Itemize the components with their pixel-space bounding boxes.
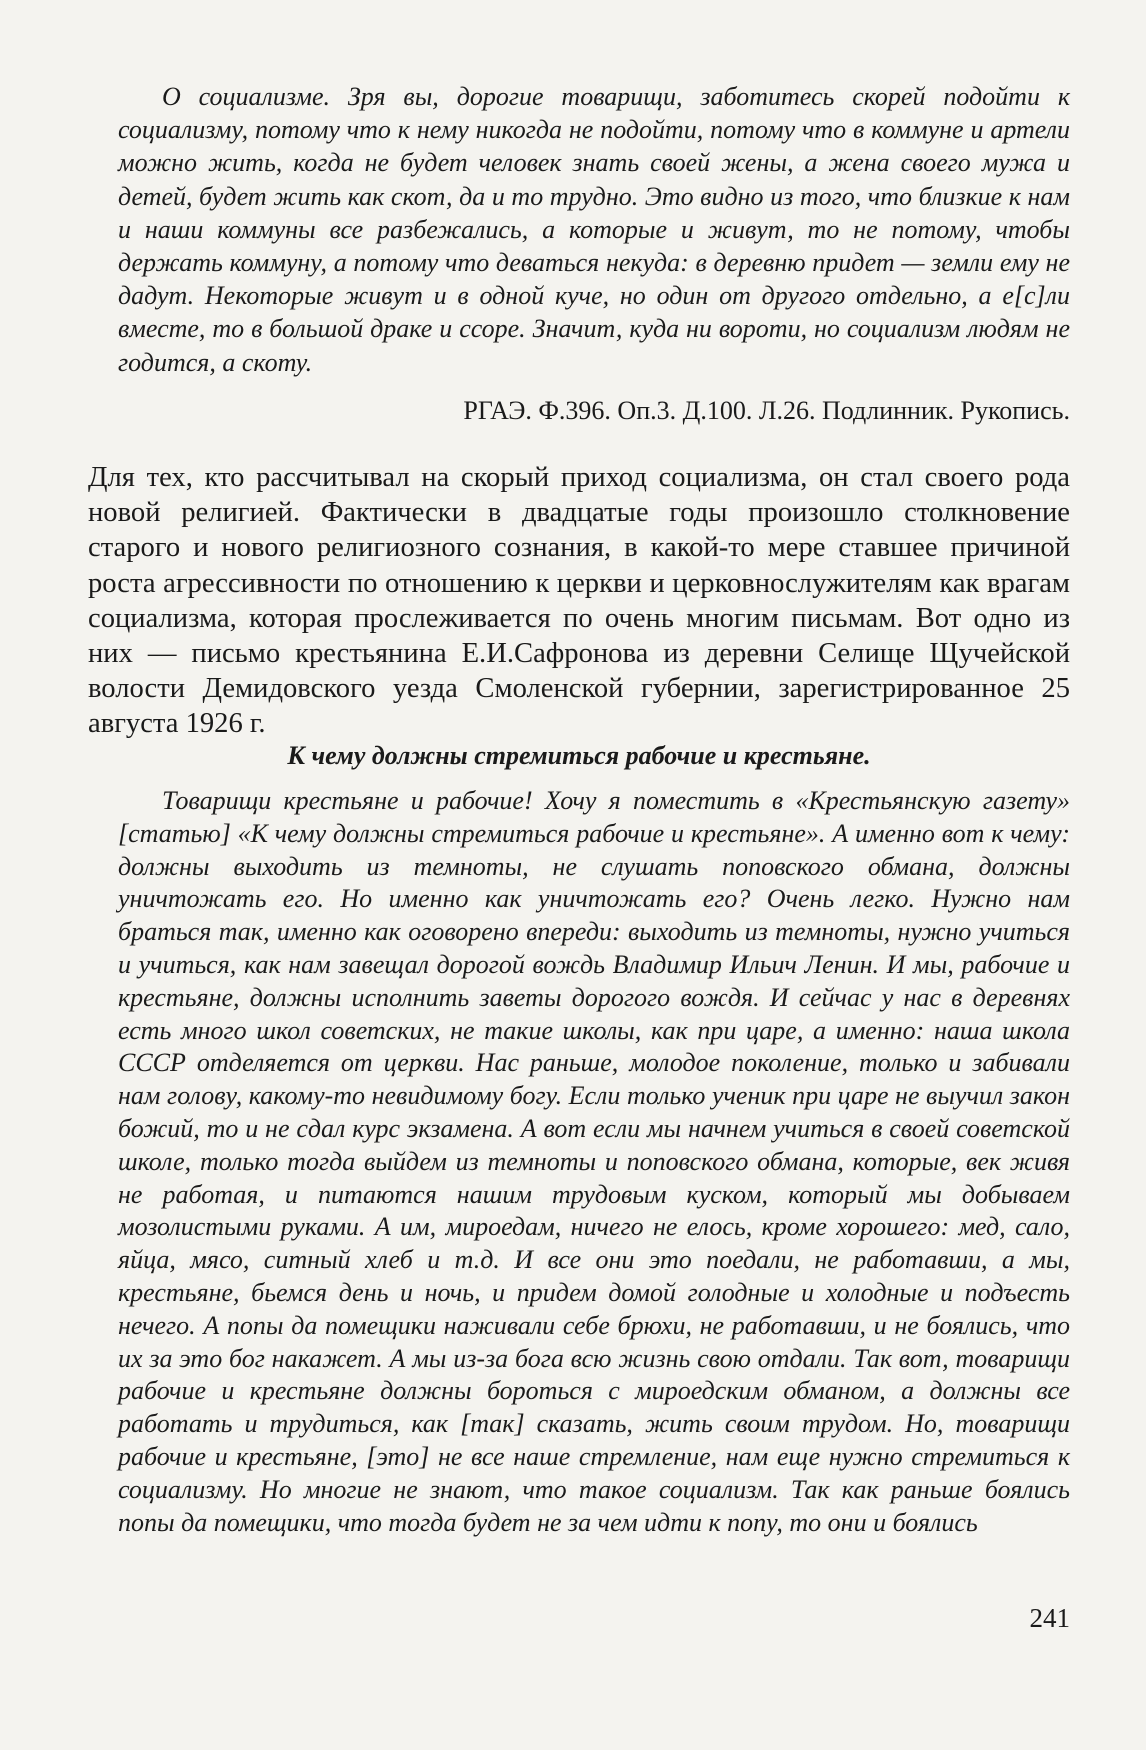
body-paragraph-text: Для тех, кто рассчитывал на скорый приход социализма, он стал своего рода новой религией. Фактически в двадцатые годы произошло столкновение старого и нового религиозного сознания, в какой-то мере ставшее причиной роста агрессивности по отношению к церкви и церковнослужителям как врагам социализма, которая прослеживается по очень многим письмам. Вот одно из них — письмо крестьянина Е.И.Сафронова из деревни Селище Щучейской волости Демидовского уезда Смоленской губернии, зарегистрированное 25 августа 1926 г. xyxy=(88,462,1070,740)
page-number: 241 xyxy=(1029,1603,1070,1633)
quote-intro xyxy=(118,80,1070,379)
source-reference: РГАЭ. Ф.396. Оп.3. Д.100. Л.26. Подлинник. Рукопись. xyxy=(463,396,1070,425)
letter-text xyxy=(118,785,1070,1539)
quote-intro-text: О социализме. Зря вы, дорогие товарищи, заботитесь скорей подойти к социализму, потому что к нему никогда не подойти, потому что в коммуне и артели можно жить, когда не будет человек знать своей жены, а жена своего мужа и детей, будет жить как скот, да и то трудно. Это видно из того, что близкие к нам и наши коммуны все разбежались, а которые и живут, то не потому, чтобы держать коммуну, а потому что деваться некуда: в деревню придет — земли ему не дадут. Некоторые живут и в одной куче, но один от другого отдельно, а е[с]ли вместе, то в большой драке и ссоре. Значит, куда ни вороти, но социализм людям не годится, а скоту. xyxy=(118,82,1070,377)
letter-text-body: Товарищи крестьяне и рабочие! Хочу я поместить в «Крестьянскую газету» [статью] «К чему должны стремиться рабочие и крестьяне». А именно вот к чему: должны выходить из темноты, не слушать поповского обмана, должны уничтожать его. Но именно как уничтожать его? Очень легко. Нужно нам браться так, именно как оговорено впереди: выходить из темноты, нужно учиться и учиться, как нам завещал дорогой вождь Владимир Ильич Ленин. И мы, рабочие и крестьяне, должны исполнить заветы дорогого вождя. И сейчас у нас в деревнях есть много школ советских, не такие школы, как при царе, а именно: наша школа СССР отделяется от церкви. Нас раньше, молодое поколение, только и забивали нам голову, какому-то невидимому богу. Если только ученик при царе не выучил закон божий, то и не сдал курс экзамена. А вот если мы начнем учиться в своей советской школе, только тогда выйдем из темноты и поповского обмана, которые, век живя не работая, и питаются нашим трудовым куском, который мы добываем мозолистыми руками. А им, мироедам, ничего не елось, кроме хорошего: мед, сало, яйца, мясо, ситный хлеб и т.д. И все они это поедали, не работавши, а мы, крестьяне, бьемся день и ночь, и придем домой голодные и холодные и подъесть нечего. А попы да помещики наживали себе брюхи, не работавши, и не боялись, что их за это бог накажет. А мы из-за бога всю жизнь свою отдали. Так вот, товарищи рабочие и крестьяне должны бороться с мироедским обманом, а должны все работать и трудиться, как [так] сказать, жить своим трудом. Но, товарищи рабочие и крестьяне, [это] не все наше стремление, нам еще нужно стремиться к социализму. Но многие не знают, что такое социализм. Так как раньше боялись попы да помещики, что тогда будет не за чем идти к попу, то они и боялись xyxy=(118,786,1070,1537)
body-paragraph xyxy=(88,460,1070,742)
letter-heading: К чему должны стремиться рабочие и крестьяне. xyxy=(287,741,871,770)
